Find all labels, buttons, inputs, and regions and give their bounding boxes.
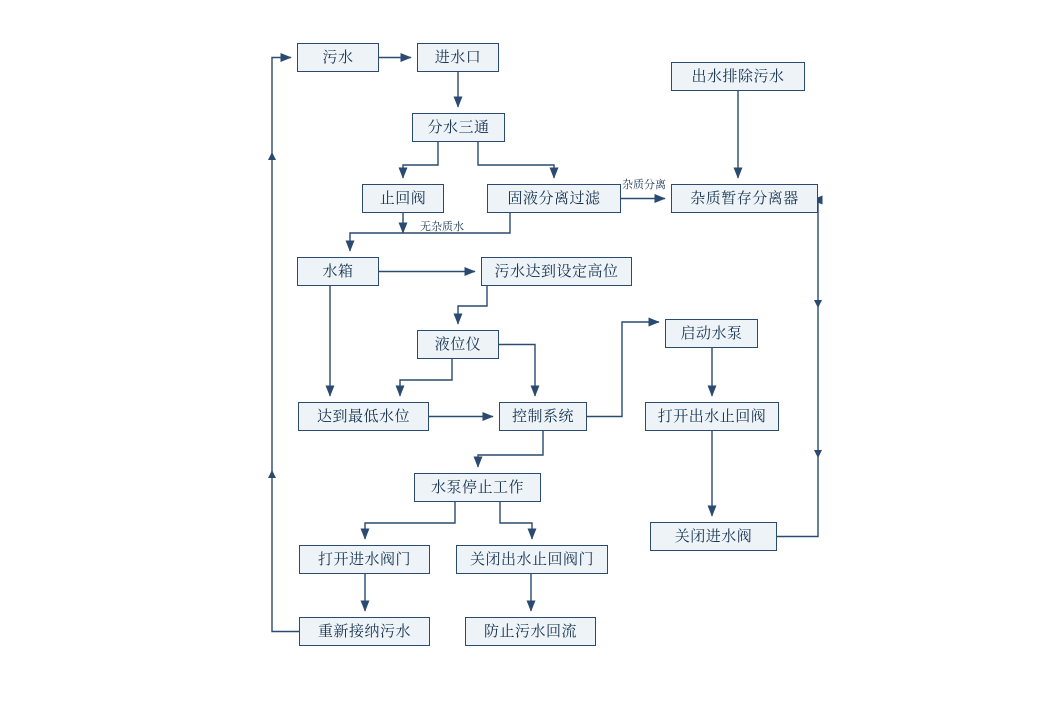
node-label: 杂质暂存分离器 bbox=[690, 190, 799, 207]
node-label: 关闭出水止回阀门 bbox=[469, 551, 594, 568]
edge-label-impurity-separation: 杂质分离 bbox=[622, 179, 666, 191]
node-label: 止回阀 bbox=[379, 190, 427, 207]
node-pump-stop[interactable] bbox=[414, 473, 541, 502]
node-label: 启动水泵 bbox=[680, 325, 743, 342]
node-impurity-tank[interactable] bbox=[671, 184, 818, 213]
node-outlet-discharge[interactable] bbox=[671, 62, 805, 91]
node-close-inlet-valve[interactable] bbox=[650, 522, 777, 551]
node-open-inlet-valve[interactable] bbox=[299, 545, 430, 574]
node-label: 污水达到设定高位 bbox=[494, 263, 619, 280]
node-water-tee[interactable] bbox=[412, 113, 505, 142]
node-control-system[interactable] bbox=[499, 402, 587, 431]
node-reach-high-level[interactable] bbox=[481, 257, 632, 286]
edge-label-clean-water: 无杂质水 bbox=[420, 221, 464, 233]
node-label: 控制系统 bbox=[511, 408, 574, 425]
node-label: 出水排除污水 bbox=[691, 68, 785, 85]
node-water-tank[interactable] bbox=[297, 257, 379, 286]
node-level-meter[interactable] bbox=[417, 330, 499, 359]
node-sewage[interactable] bbox=[297, 43, 379, 72]
node-reaccept-sewage[interactable] bbox=[299, 617, 430, 646]
node-start-pump[interactable] bbox=[665, 319, 758, 348]
node-label: 水泵停止工作 bbox=[430, 479, 524, 496]
node-close-outlet-check-valve[interactable] bbox=[456, 545, 608, 574]
node-label: 液位仪 bbox=[434, 336, 482, 353]
node-check-valve[interactable] bbox=[362, 184, 444, 213]
node-solid-liquid-filter[interactable] bbox=[487, 184, 621, 213]
node-label: 达到最低水位 bbox=[316, 408, 410, 425]
node-label: 水箱 bbox=[322, 263, 354, 280]
node-label: 进水口 bbox=[434, 49, 482, 66]
node-min-level[interactable] bbox=[298, 402, 429, 431]
node-label: 重新接纳污水 bbox=[317, 623, 411, 640]
node-label: 污水 bbox=[322, 49, 354, 66]
node-label: 固液分离过滤 bbox=[507, 190, 601, 207]
node-inlet[interactable] bbox=[417, 43, 499, 72]
node-label: 关闭进水阀 bbox=[674, 528, 753, 545]
node-label: 打开进水阀门 bbox=[317, 551, 411, 568]
node-label: 分水三通 bbox=[427, 119, 490, 136]
node-label: 打开出水止回阀 bbox=[657, 408, 767, 425]
node-prevent-backflow[interactable] bbox=[465, 617, 596, 646]
node-label: 防止污水回流 bbox=[483, 623, 577, 640]
node-open-outlet-check-valve[interactable] bbox=[645, 402, 779, 431]
